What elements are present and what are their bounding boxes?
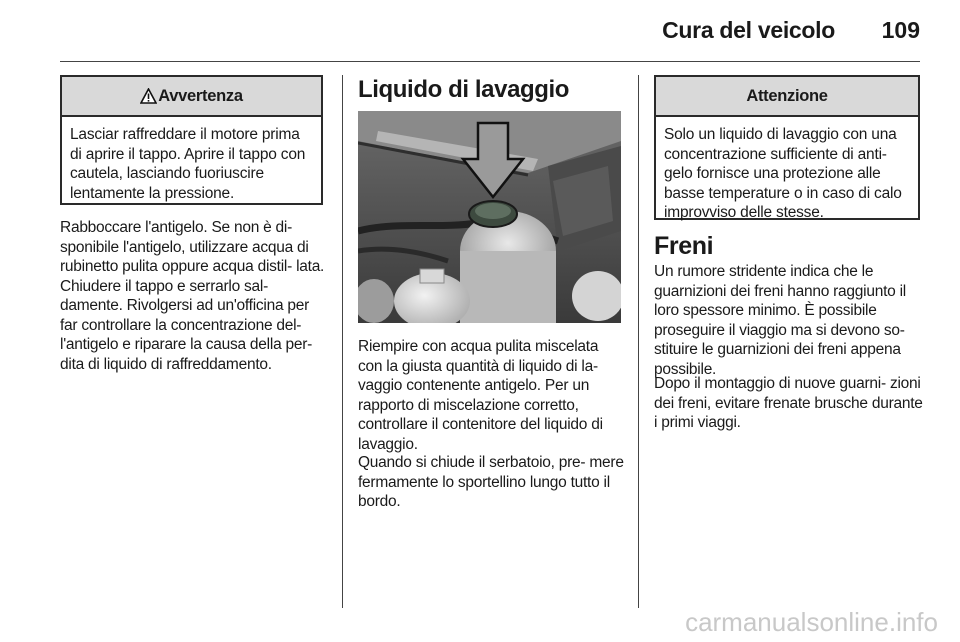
page-number: 109 [881, 17, 920, 43]
brakes-paragraph-1: Un rumore stridente indica che le guarnizioni dei freni hanno raggiunto il loro spessore minimo. È possibile proseguire il viaggio ma si devono so- stituire le guarnizioni dei freni appena possibile. [654, 263, 906, 378]
caution-box [654, 75, 920, 220]
column-divider-right [638, 75, 639, 608]
brakes-title: Freni [654, 232, 714, 260]
page-header [0, 0, 960, 60]
watermark: carmanualsonline.info [685, 607, 938, 637]
caution-box-text: Solo un liquido di lavaggio con una concentrazione sufficiente di anti- gelo fornisce una protezione alle basse temperature o in caso di calo improvviso delle stesse. [664, 126, 902, 221]
warning-box-text: Lasciar raffreddare il motore prima di aprire il tappo. Aprire il tappo con cautela, lasciando fuoriuscire lentamente la pressione. [70, 126, 306, 202]
washer-paragraph-1: Riempire con acqua pulita miscelata con la giusta quantità di liquido di la- vaggio contenente antigelo. Per un rapporto di miscelazione corretto, controllare il contenitore del liquido di lavaggio. [358, 338, 603, 453]
washer-paragraph-2: Quando si chiude il serbatoio, pre- mere fermamente lo sportellino lungo tutto il bordo. [358, 454, 624, 510]
warning-triangle-icon [140, 80, 157, 118]
antifreeze-paragraph: Rabboccare l'antigelo. Se non è di- sponibile l'antigelo, utilizzare acqua di rubinetto pulita oppure acqua distil- lata. Chiudere il tappo e serrarlo sal- damente. Rivolgersi ad un'officina per far controllare la concentrazione del- l'antigelo e riparare la causa della per- dita di liquido di raffreddamento. [60, 219, 325, 373]
page-title: Cura del veicolo [662, 17, 835, 43]
warning-box-header [62, 77, 321, 117]
column-divider-left [342, 75, 343, 608]
washer-reservoir-photo [358, 111, 621, 323]
warning-box [60, 75, 323, 205]
washer-fluid-title: Liquido di lavaggio [358, 76, 570, 103]
caution-box-header: Attenzione [656, 77, 918, 117]
brakes-paragraph-2: Dopo il montaggio di nuove guarni- zioni dei freni, evitare frenate brusche durante i primi viaggi. [654, 375, 923, 431]
header-divider [60, 61, 920, 62]
warning-box-title: Avvertenza [158, 87, 243, 105]
